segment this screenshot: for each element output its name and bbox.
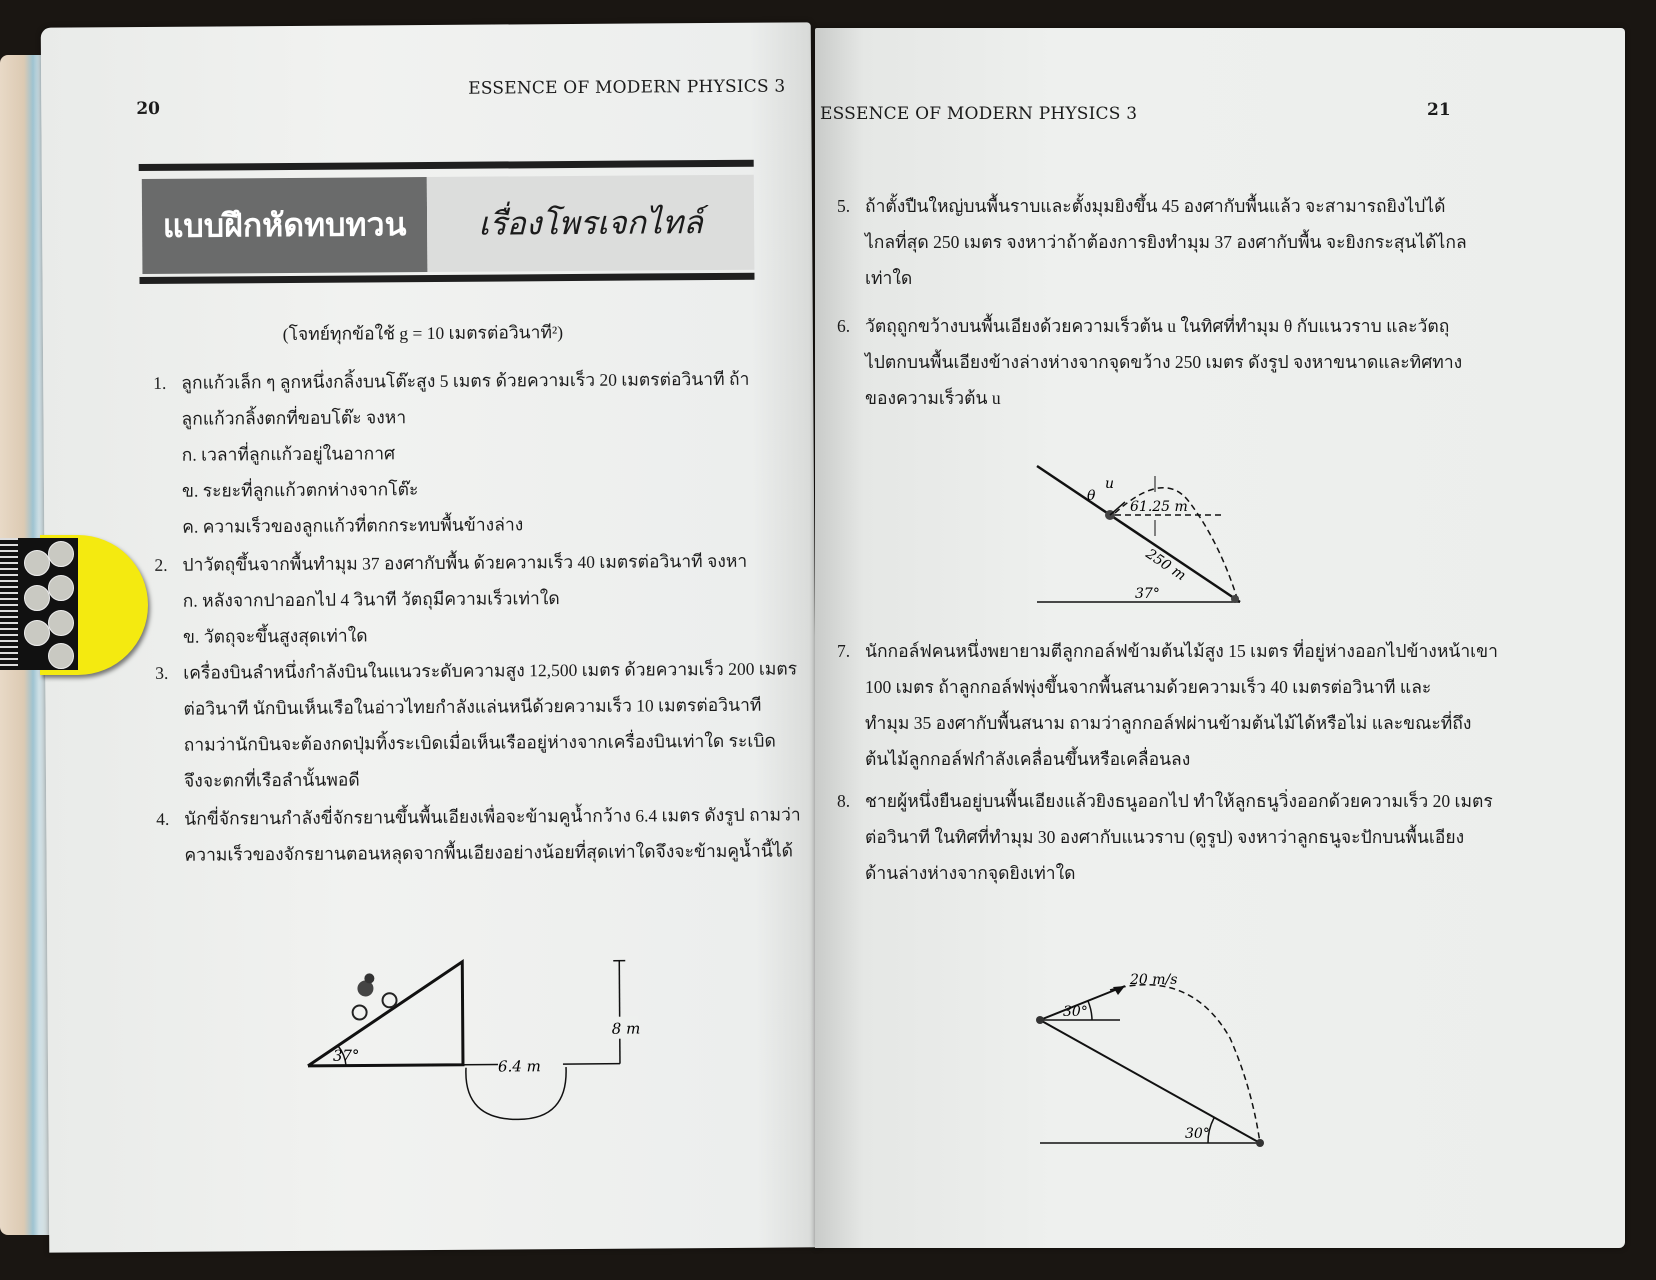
fig6-slope-length: 250 m (1142, 546, 1189, 585)
fig4-gap: 6.4 m (497, 1057, 541, 1076)
bookmark-dot (24, 550, 50, 576)
question-part: ก. เวลาที่ลูกแก้วอยู่ในอากาศ (181, 443, 396, 465)
question-text: ต่อวินาที นักบินเห็นเรือในอ่าวไทยกำลังแล่นหนีด้วยความเร็ว 10 เมตรต่อวินาที (183, 694, 762, 719)
section-banner-topic: เรื่องโพรเจกไทล์ (427, 175, 755, 272)
question-text: เท่าใด (865, 268, 913, 288)
question-number: 5. (837, 196, 851, 216)
question-text: ถ้าตั้งปืนใหญ่บนพื้นราบและตั้งมุมยิงขึ้น 45 องศากับพื้นแล้ว จะสามารถยิงไปได้ (865, 196, 1446, 216)
question-text: เครื่องบินลำหนึ่งกำลังบินในแนวระดับความสูง 12,500 เมตร ด้วยความเร็ว 200 เมตร (183, 658, 798, 683)
fig6-max-height: 61.25 m (1130, 499, 1188, 515)
question-6 (837, 308, 1462, 416)
question-3 (155, 650, 798, 798)
question-part: ข. ระยะที่ลูกแก้วตกห่างจากโต๊ะ (181, 479, 419, 501)
question-4 (156, 796, 801, 872)
fig4-height: 8 m (611, 1019, 641, 1038)
question-number: 6. (837, 316, 851, 336)
figure-ramp-jump (297, 918, 659, 1161)
fig6-angle: 37° (1135, 586, 1160, 602)
question-part: ก. หลังจากปาออกไป 4 วินาที วัตถุมีความเร็วเท่าใด (182, 588, 560, 611)
bookmark-dot (24, 620, 50, 646)
gravity-note: (โจทย์ทุกข้อใช้ g = 10 เมตรต่อวินาที²) (282, 322, 564, 345)
fig8-speed: 20 m/s (1130, 972, 1178, 988)
question-text: ไกลที่สุด 250 เมตร จงหาว่าถ้าต้องการยิงทำมุม 37 องศากับพื้น จะยิงกระสุนได้ไกล (865, 232, 1467, 252)
question-7 (837, 633, 1498, 777)
bookmark-dot (24, 585, 50, 611)
question-part: ข. วัตถุจะขึ้นสูงสุดเท่าใด (182, 625, 368, 647)
question-1 (153, 361, 750, 545)
question-text: 100 เมตร ถ้าลูกกอล์ฟพุ่งขึ้นจากพื้นสนามด้วยความเร็ว 40 เมตรต่อวินาที และ (865, 677, 1432, 697)
question-number: 8. (837, 791, 851, 811)
fig8-slope-angle: 30° (1185, 1126, 1210, 1142)
page-number-right: 21 (1427, 100, 1451, 120)
question-2 (154, 543, 747, 655)
running-head-left: ESSENCE OF MODERN PHYSICS 3 (468, 76, 786, 99)
bookmark-dot (48, 541, 74, 567)
cyclist-icon (352, 973, 396, 1019)
question-text: จึงจะตกที่เรือลำนั้นพอดี (183, 769, 360, 791)
question-text: นักขี่จักรยานกำลังขี่จักรยานขึ้นพื้นเอียงเพื่อจะข้ามคูน้ำกว้าง 6.4 เมตร ดังรูป ถามว่า (184, 804, 801, 829)
section-banner-label: แบบฝึกหัดทบทวน (142, 177, 428, 274)
question-text: ของความเร็วต้น u (865, 388, 1001, 408)
question-number: 2. (154, 554, 168, 575)
bookmark-clip (0, 535, 150, 675)
figure-incline-throw (1025, 458, 1265, 628)
page-number-left: 20 (136, 98, 161, 120)
question-text: ไปตกบนพื้นเอียงข้างล่างห่างจากจุดขว้าง 250 เมตร ดังรูป จงหาขนาดและทิศทาง (865, 352, 1463, 372)
fig6-theta: θ (1087, 488, 1096, 504)
question-text: ต้นไม้ลูกกอล์ฟกำลังเคลื่อนขึ้นหรือเคลื่อนลง (865, 749, 1191, 769)
question-text: ถามว่านักบินจะต้องกดปุ่มทิ้งระเบิดเมื่อเห็นเรืออยู่ห่างจากเครื่องบินเท่าใด ระเบิด (183, 730, 776, 755)
fig8-launch-angle: 30° (1063, 1004, 1088, 1020)
running-head-right: ESSENCE OF MODERN PHYSICS 3 (820, 104, 1138, 124)
question-text: นักกอล์ฟคนหนึ่งพยายามตีลูกกอล์ฟข้ามต้นไม้สูง 15 เมตร ที่อยู่ห่างออกไปข้างหน้าเขา (865, 641, 1498, 661)
banner-top-rule (139, 160, 754, 171)
question-text: ทำมุม 35 องศากับพื้นสนาม ถามว่าลูกกอล์ฟผ่านข้ามต้นไม้ได้หรือไม่ และขณะที่ถึง (865, 713, 1472, 733)
question-text: วัตถุถูกขว้างบนพื้นเอียงด้วยความเร็วต้น u ในทิศที่ทำมุม θ กับแนวราบ และวัตถุ (865, 316, 1450, 336)
question-number: 7. (837, 641, 851, 661)
fig4-angle: 37° (332, 1046, 360, 1065)
right-page (815, 28, 1625, 1248)
question-number: 3. (155, 662, 169, 683)
question-number: 4. (156, 808, 170, 829)
bookmark-dot (48, 610, 74, 636)
figure-arrow-incline (1030, 968, 1270, 1198)
question-text: ชายผู้หนึ่งยืนอยู่บนพื้นเอียงแล้วยิงธนูออกไป ทำให้ลูกธนูวิ่งออกด้วยความเร็ว 20 เมตร (865, 791, 1493, 811)
question-text: ลูกแก้วเล็ก ๆ ลูกหนึ่งกลิ้งบนโต๊ะสูง 5 เมตร ด้วยความเร็ว 20 เมตรต่อวินาที ถ้า (181, 368, 750, 393)
question-text: ต่อวินาที ในทิศที่ทำมุม 30 องศากับแนวราบ (ดูรูป) จงหาว่าลูกธนูจะปักบนพื้นเอียง (865, 827, 1465, 847)
bookmark-dot (48, 643, 74, 669)
question-text: ความเร็วของจักรยานตอนหลุดจากพื้นเอียงอย่างน้อยที่สุดเท่าใดจึงจะข้ามคูน้ำนี้ได้ (184, 840, 794, 865)
question-number: 1. (153, 372, 167, 393)
left-page (41, 22, 820, 1252)
question-text: ปาวัตถุขึ้นจากพื้นทำมุม 37 องศากับพื้น ด้วยความเร็ว 40 เมตรต่อวินาที จงหา (182, 550, 748, 575)
question-text: ด้านล่างห่างจากจุดยิงเท่าใด (865, 863, 1076, 883)
question-8 (837, 783, 1493, 891)
banner-bottom-rule (139, 273, 754, 284)
bookmark-stripes (0, 538, 18, 670)
question-part: ค. ความเร็วของลูกแก้วที่ตกกระทบพื้นข้างล่าง (182, 514, 524, 537)
fig6-u: u (1105, 476, 1115, 492)
question-text: ลูกแก้วกลิ้งตกที่ขอบโต๊ะ จงหา (181, 407, 407, 429)
bookmark-dot (48, 575, 74, 601)
question-5 (837, 188, 1467, 296)
